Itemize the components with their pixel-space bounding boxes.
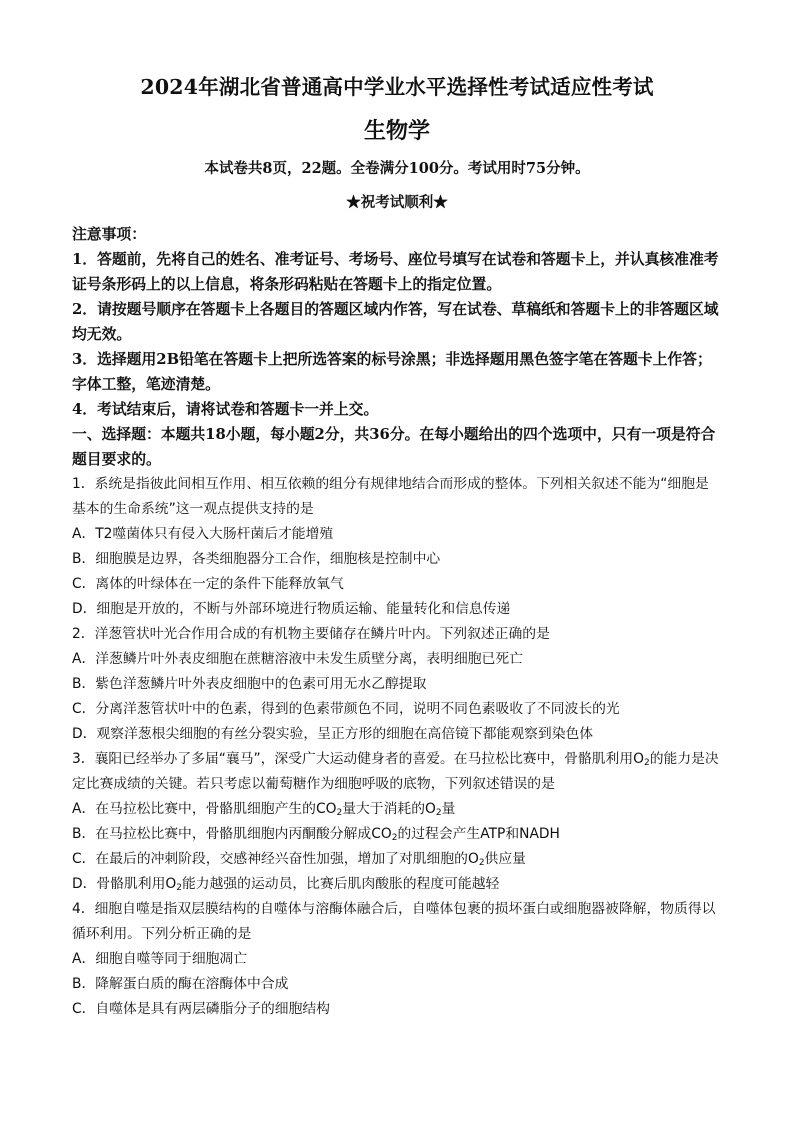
option-text: A．在马拉松比赛中，骨骼肌细胞产生的CO [72,801,337,817]
question-1-option-a: A．T2噬菌体只有侵入大肠杆菌后才能增殖 [72,526,334,542]
option-text: 能力越强的运动员，比赛后肌肉酸胀的程度可能越轻 [182,876,500,892]
option-text: 的过程会产生ATP和NADH [397,826,560,842]
note-item: 2．请按题号顺序在答题卡上各题目的答题区域内作答，写在试卷、草稿纸和答题卡上的非答题区域均无效。 [72,301,719,343]
exam-title: 2024年湖北省普通高中学业水平选择性考试适应性考试 [140,75,654,99]
question-3-option-c [72,847,722,872]
subscript: 2 [644,758,650,768]
notes-heading: 注意事项： [72,226,146,243]
exam-page [72,70,722,1022]
question-3-option-b [72,822,722,847]
option-text: C．在最后的冲刺阶段，交感神经兴奋性加强，增加了对肌细胞的O [72,851,479,867]
question-1-option-b: B．细胞膜是边界，各类细胞器分工合作，细胞核是控制中心 [72,551,441,567]
subscript: 2 [435,808,442,818]
note-item: 4．考试结束后，请将试卷和答题卡一并上交。 [72,401,379,418]
note-item: 1．答题前，先将自己的姓名、准考证号、考场号、座位号填写在试卷和答题卡上，并认真核准准考证号条形码上的以上信息，将条形码粘贴在答题卡上的指定位置。 [72,251,719,293]
question-3-option-a [72,797,722,822]
stem-text: 3．襄阳已经举办了多届“襄马”，深受广大运动健身者的喜爱。在马拉松比赛中，骨骼肌利用O [72,751,645,767]
question-4-option-a: A．细胞自噬等同于细胞凋亡 [72,951,247,967]
question-2-stem: 2．洋葱管状叶光合作用合成的有机物主要储存在鳞片叶内。下列叙述正确的是 [72,626,550,642]
exam-info: 本试卷共8页，22题。全卷满分100分。考试用时75分钟。 [204,160,590,177]
subscript: 2 [478,858,485,868]
question-1-option-c: C．离体的叶绿体在一定的条件下能释放氧气 [72,576,344,592]
question-4-option-c: C．自噬体是具有两层磷脂分子的细胞结构 [72,1001,330,1017]
question-2-option-a: A．洋葱鳞片叶外表皮细胞在蔗糖溶液中未发生质壁分离，表明细胞已死亡 [72,651,523,667]
question-2-option-b: B．紫色洋葱鳞片叶外表皮细胞中的色素可用无水乙醇提取 [72,676,427,692]
option-text: D．骨骼肌利用O [72,876,177,892]
option-text: B．在马拉松比赛中，骨骼肌细胞内丙酮酸分解成CO [72,826,392,842]
subject-title: 生物学 [363,118,430,144]
good-luck-line: ★祝考试顺利★ [346,194,448,211]
note-item: 3．选择题用2B铅笔在答题卡上把所选答案的标号涂黑；非选择题用黑色签字笔在答题卡上作答；字体工整，笔迹清楚。 [72,351,712,393]
subscript: 2 [336,808,343,818]
stem-text: 的能力是决定比赛成绩的关键。若只考虑以葡萄糖作为细胞呼吸的底物，下列叙述错误的是 [72,751,719,792]
option-text: 量大于消耗的O [342,801,436,817]
question-4-stem: 4．细胞自噬是指双层膜结构的自噬体与溶酶体融合后，自噬体包裹的损坏蛋白或细胞器被降解，物质得以循环利用。下列分析正确的是 [72,901,716,942]
option-text: 供应量 [484,851,526,867]
question-3-option-d [72,872,722,897]
question-1-option-d: D．细胞是开放的，不断与外部环境进行物质运输、能量转化和信息传递 [72,601,511,617]
question-1-stem: 1．系统是指彼此间相互作用、相互依赖的组分有规律地结合而形成的整体。下列相关叙述不能为“细胞是基本的生命系统”这一观点提供支持的是 [72,476,709,517]
question-4-option-b: B．降解蛋白质的酶在溶酶体中合成 [72,976,289,992]
question-2-option-d: D．观察洋葱根尖细胞的有丝分裂实验，呈正方形的细胞在高倍镜下都能观察到染色体 [72,726,594,742]
subscript: 2 [176,883,182,893]
option-text: 量 [441,801,456,817]
section-heading: 一、选择题：本题共18小题，每小题2分，共36分。在每小题给出的四个选项中，只有一项是符合题目要求的。 [72,426,716,468]
question-2-option-c: C．分离洋葱管状叶中的色素，得到的色素带颜色不同，说明不同色素吸收了不同波长的光 [72,701,620,717]
question-3-stem [72,747,722,797]
subscript: 2 [391,833,398,843]
